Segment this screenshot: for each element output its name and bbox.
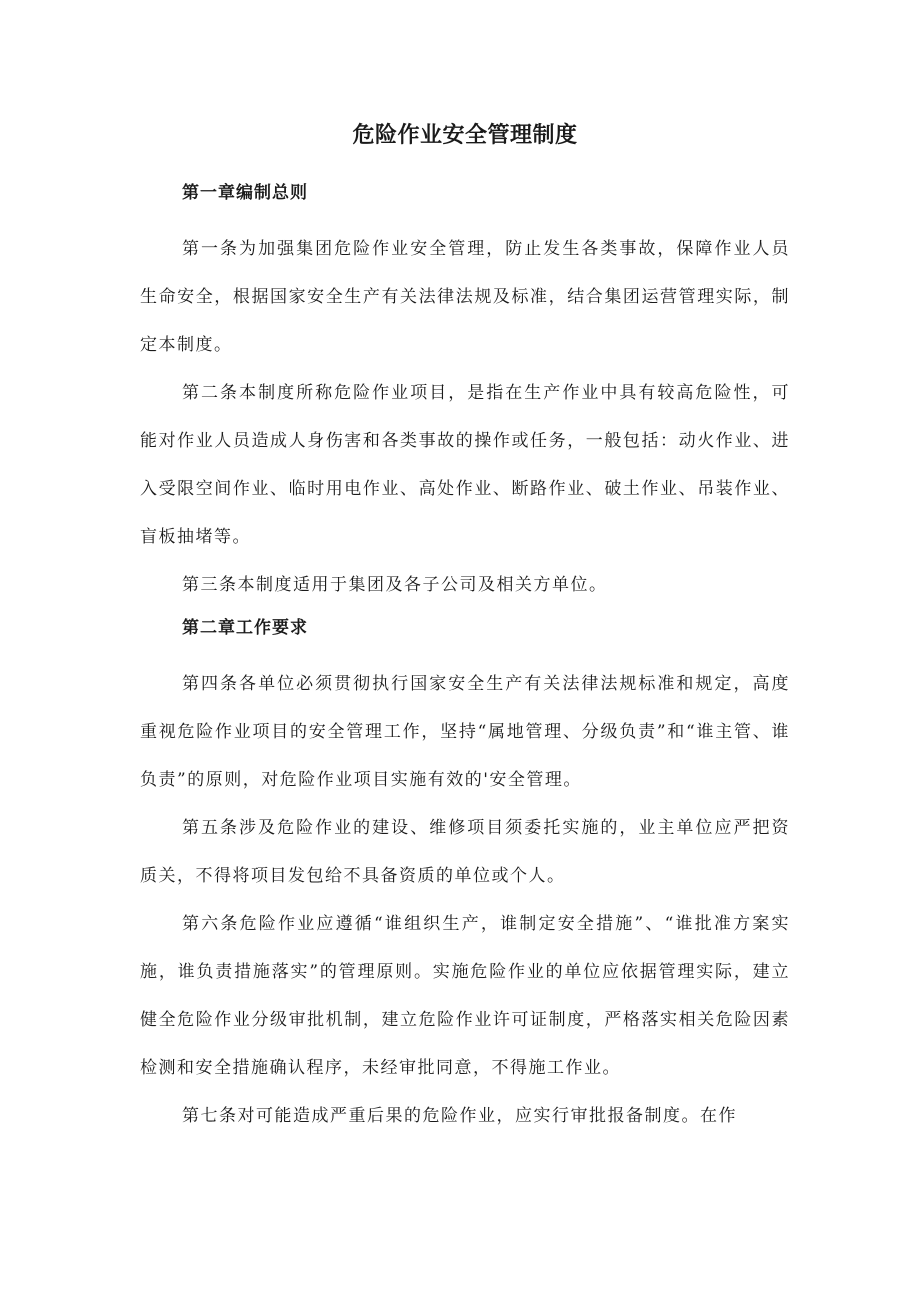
article-5: 第五条涉及危险作业的建设、维修项目须委托实施的，业主单位应严把资质关，不得将项目发包给不具备资质的单位或个人。 (140, 818, 790, 886)
document-title: 危险作业安全管理制度 (352, 123, 578, 148)
article-6: 第六条危险作业应遵循“谁组织生产，谁制定安全措施”、“谁批准方案实施，谁负责措施落实”的管理原则。实施危险作业的单位应依据管理实际，建立健全危险作业分级审批机制，建立危险作业许可证制度，严格落实相关危险因素检测和安全措施确认程序，未经审批同意，不得施工作业。 (140, 914, 790, 1078)
chapter-heading-2: 第二章工作要求 (182, 618, 308, 638)
article-3: 第三条本制度适用于集团及各子公司及相关方单位。 (182, 575, 608, 595)
article-4: 第四条各单位必须贯彻执行国家安全生产有关法律法规标准和规定，高度重视危险作业项目的安全管理工作，坚持“属地管理、分级负责”和“谁主管、谁负责”的原则，对危险作业项目实施有效的'安全管理。 (140, 674, 790, 790)
document-page (140, 118, 790, 1140)
article-1: 第一条为加强集团危险作业安全管理，防止发生各类事故，保障作业人员生命安全，根据国家安全生产有关法律法规及标准，结合集团运营管理实际，制定本制度。 (140, 239, 790, 355)
article-2: 第二条本制度所称危险作业项目，是指在生产作业中具有较高危险性，可能对作业人员造成人身伤害和各类事故的操作或任务，一般包括：动火作业、进入受限空间作业、临时用电作业、高处作业、断路作业、破土作业、吊装作业、盲板抽堵等。 (140, 383, 790, 547)
chapter-heading-1: 第一章编制总则 (182, 183, 308, 203)
article-7: 第七条对可能造成严重后果的危险作业，应实行审批报备制度。在作 (182, 1106, 737, 1126)
